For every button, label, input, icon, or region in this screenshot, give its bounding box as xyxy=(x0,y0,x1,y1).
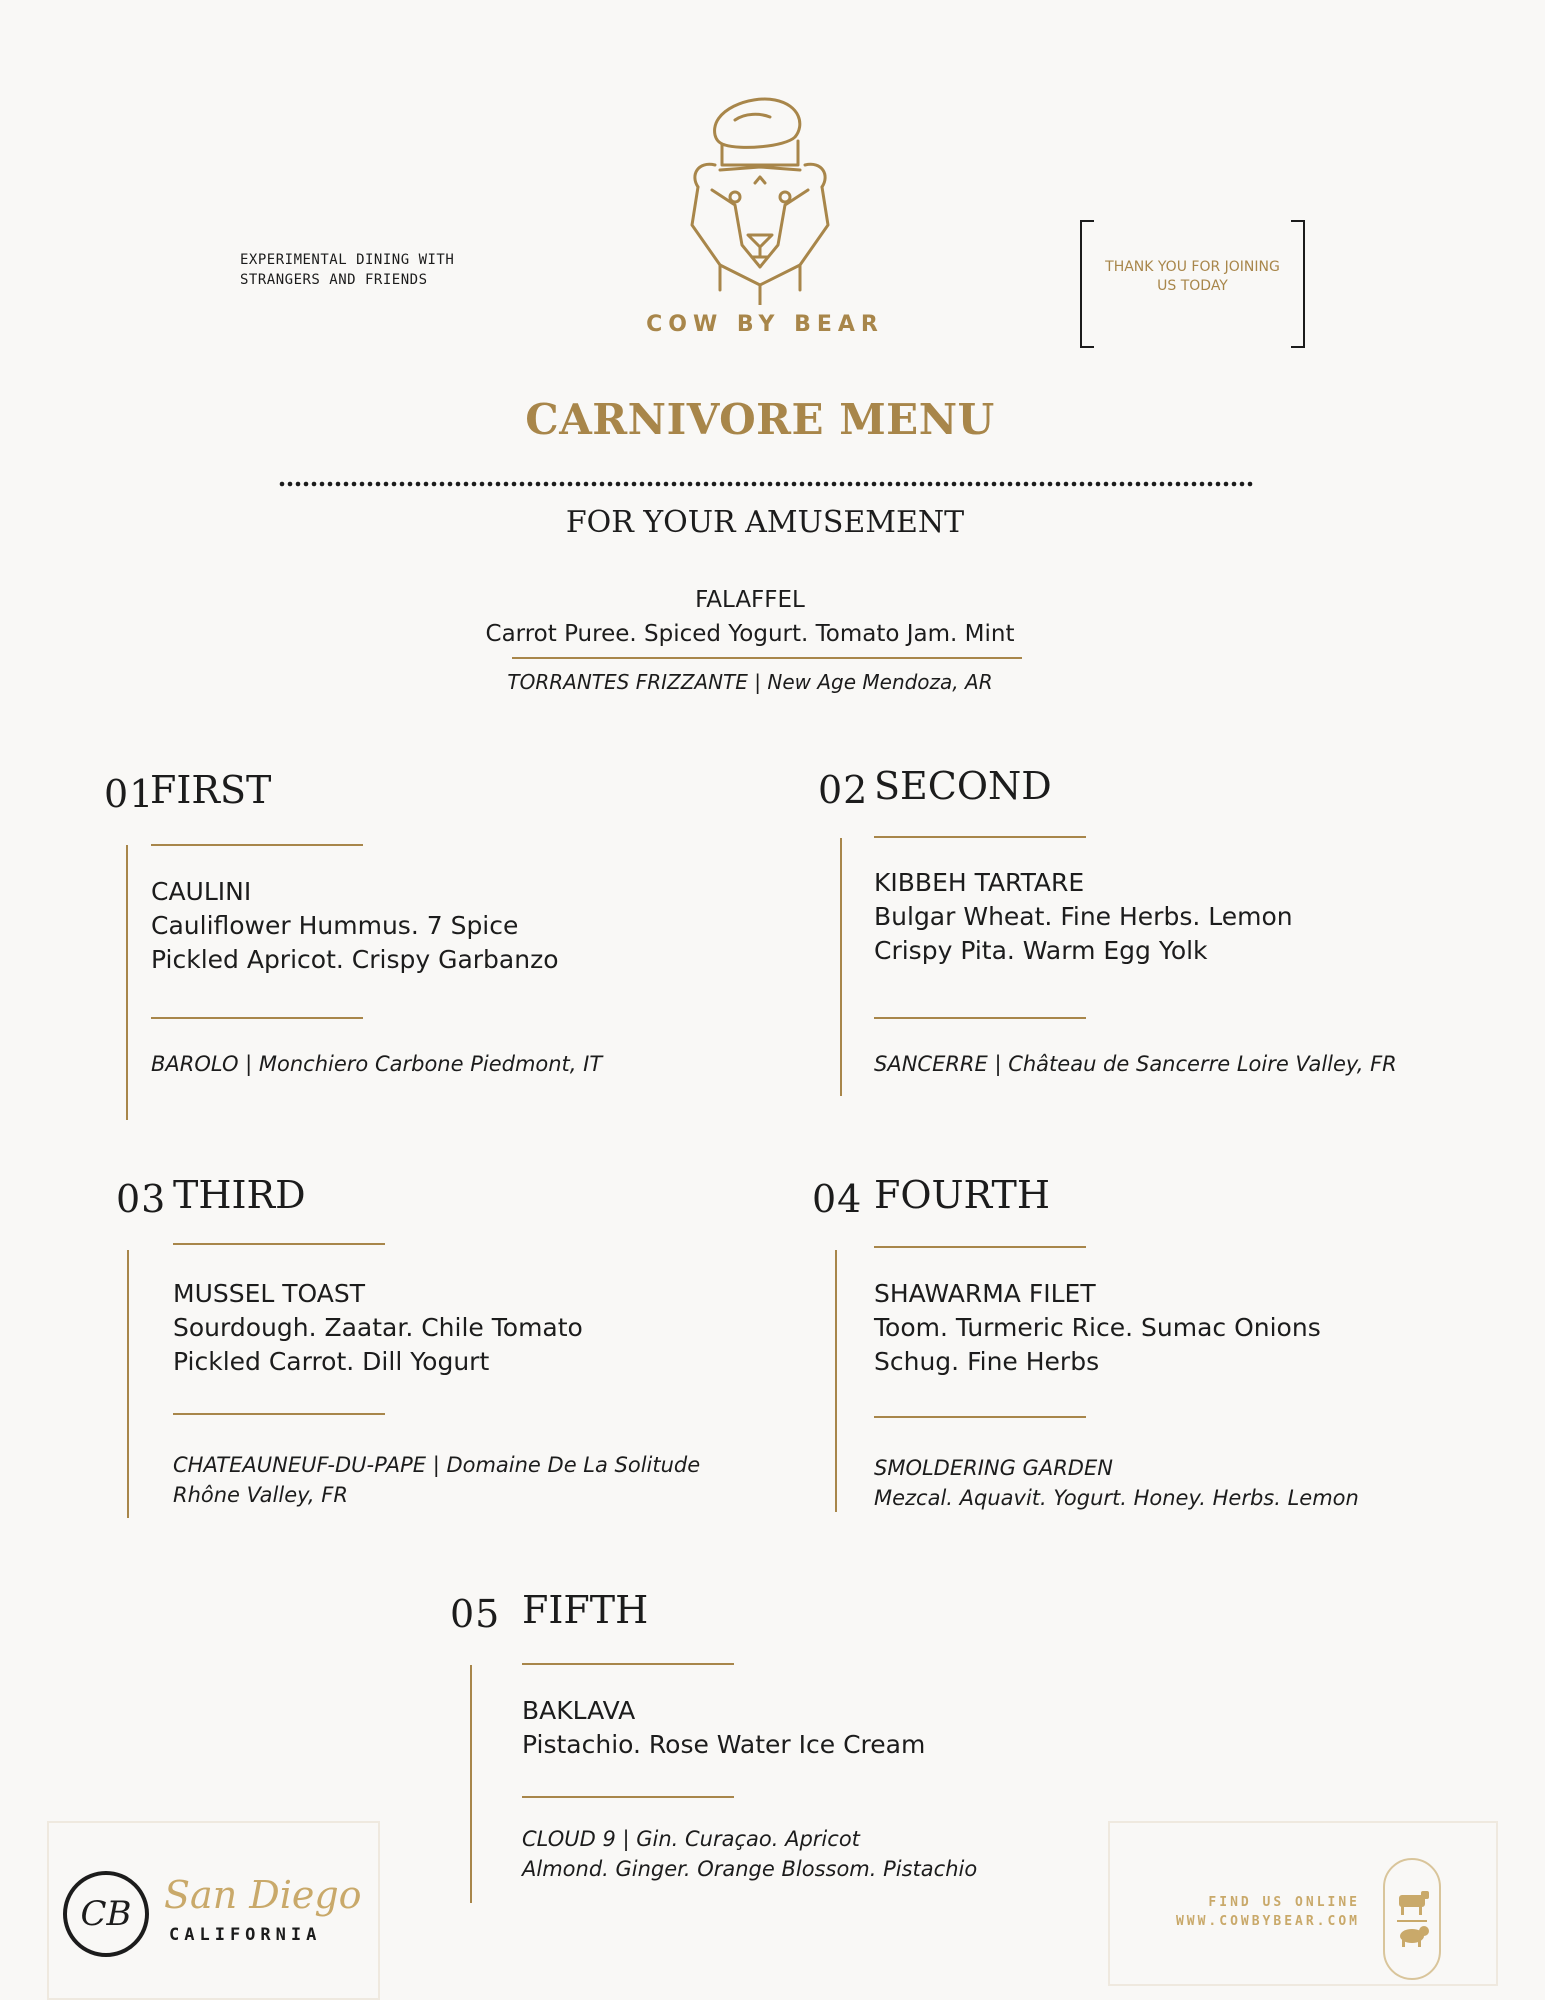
course-rule-top xyxy=(522,1663,734,1665)
state-name: CALIFORNIA xyxy=(169,1925,322,1945)
course-dish xyxy=(874,1277,1321,1379)
course-pairing xyxy=(173,1450,700,1510)
dish-name: CAULINI xyxy=(151,877,252,906)
website-card[interactable] xyxy=(1108,1821,1498,1986)
course-title: FIFTH xyxy=(522,1588,649,1632)
pairing-line-2: Almond. Ginger. Orange Blossom. Pistachio xyxy=(522,1857,978,1881)
course-vertical-rule xyxy=(127,1250,129,1518)
course-number: 03 xyxy=(116,1177,167,1221)
dish-line-1: Sourdough. Zaatar. Chile Tomato xyxy=(173,1313,583,1342)
course-rule-bottom xyxy=(874,1017,1086,1019)
bear-chef-logo-icon xyxy=(680,95,840,305)
course-pairing xyxy=(522,1824,977,1884)
course-title: THIRD xyxy=(173,1173,306,1217)
menu-title: CARNIVORE MENU xyxy=(525,395,995,444)
course-rule-top xyxy=(173,1243,385,1245)
amusement-heading: FOR YOUR AMUSEMENT xyxy=(565,505,965,540)
pairing-line-1: SMOLDERING GARDEN xyxy=(874,1456,1113,1480)
course-dish xyxy=(522,1694,925,1762)
course-rule-bottom xyxy=(173,1413,385,1415)
course-dish xyxy=(151,875,559,977)
course-vertical-rule xyxy=(840,838,842,1096)
course-dish xyxy=(874,866,1293,968)
dotted-divider xyxy=(278,480,1253,488)
monogram-badge: CB xyxy=(63,1871,149,1957)
course-number: 02 xyxy=(818,768,869,812)
left-bracket xyxy=(1080,220,1094,348)
dish-line-1: Cauliflower Hummus. 7 Spice xyxy=(151,911,519,940)
course-number: 04 xyxy=(812,1177,863,1221)
course-rule-top xyxy=(874,836,1086,838)
course-vertical-rule xyxy=(470,1665,472,1903)
course-rule-bottom xyxy=(522,1796,734,1798)
course-title: FIRST xyxy=(150,768,272,812)
amusement-wine: TORRANTES FRIZZANTE | New Age Mendoza, AR xyxy=(507,670,993,694)
find-us-label: FIND US ONLINE xyxy=(1208,1895,1360,1910)
amusement-dish-name: FALAFFEL xyxy=(695,587,805,613)
brand-name: COW BY BEAR xyxy=(646,312,884,337)
pairing-line-1: SANCERRE | Château de Sancerre Loire Valley, FR xyxy=(874,1052,1397,1076)
dish-line-2: Crispy Pita. Warm Egg Yolk xyxy=(874,936,1208,965)
course-rule-top xyxy=(151,844,363,846)
website-text[interactable] xyxy=(1160,1893,1360,1931)
pairing-line-1: CLOUD 9 | Gin. Curaçao. Apricot xyxy=(522,1827,860,1851)
pairing-line-2: Rhône Valley, FR xyxy=(173,1483,348,1507)
dish-name: SHAWARMA FILET xyxy=(874,1279,1096,1308)
dish-line-1: Toom. Turmeric Rice. Sumac Onions xyxy=(874,1313,1321,1342)
course-pairing xyxy=(874,1453,1359,1513)
thanks-text: THANK YOU FOR JOINING US TODAY xyxy=(1105,259,1280,294)
course-rule-bottom xyxy=(151,1017,363,1019)
dish-name: BAKLAVA xyxy=(522,1696,636,1725)
amusement-dish xyxy=(420,583,1080,651)
course-title: FOURTH xyxy=(874,1173,1050,1217)
course-vertical-rule xyxy=(126,845,128,1120)
pairing-line-1: CHATEAUNEUF-DU-PAPE | Domaine De La Solitude xyxy=(173,1453,701,1477)
course-rule-top xyxy=(874,1246,1086,1248)
city-name: San Diego xyxy=(164,1873,362,1917)
amusement-dish-desc: Carrot Puree. Spiced Yogurt. Tomato Jam. Mint xyxy=(485,621,1015,647)
cow-bear-badge-icon xyxy=(1383,1858,1441,1980)
course-dish xyxy=(173,1277,583,1379)
course-number: 01 xyxy=(104,772,155,816)
dish-line-1: Pistachio. Rose Water Ice Cream xyxy=(522,1730,926,1759)
dish-line-2: Schug. Fine Herbs xyxy=(874,1347,1100,1376)
course-number: 05 xyxy=(450,1592,501,1636)
dish-line-2: Pickled Apricot. Crispy Garbanzo xyxy=(151,945,559,974)
location-card xyxy=(47,1821,380,2000)
pairing-line-1: BAROLO | Monchiero Carbone Piedmont, IT xyxy=(151,1052,603,1076)
course-pairing xyxy=(151,1049,602,1079)
thanks-box xyxy=(1080,220,1305,350)
pairing-line-2: Mezcal. Aquavit. Yogurt. Honey. Herbs. Lemon xyxy=(874,1486,1359,1510)
dish-line-2: Pickled Carrot. Dill Yogurt xyxy=(173,1347,490,1376)
dish-name: MUSSEL TOAST xyxy=(173,1279,366,1308)
tagline: EXPERIMENTAL DINING WITH STRANGERS AND FRIENDS xyxy=(240,252,455,288)
course-vertical-rule xyxy=(835,1250,837,1512)
dish-line-1: Bulgar Wheat. Fine Herbs. Lemon xyxy=(874,902,1293,931)
amusement-divider xyxy=(512,657,1022,659)
dish-name: KIBBEH TARTARE xyxy=(874,868,1085,897)
course-title: SECOND xyxy=(874,764,1052,808)
course-pairing xyxy=(874,1049,1397,1079)
right-bracket xyxy=(1291,220,1305,348)
website-link[interactable]: WWW.COWBYBEAR.COM xyxy=(1175,1914,1360,1929)
course-rule-bottom xyxy=(874,1416,1086,1418)
